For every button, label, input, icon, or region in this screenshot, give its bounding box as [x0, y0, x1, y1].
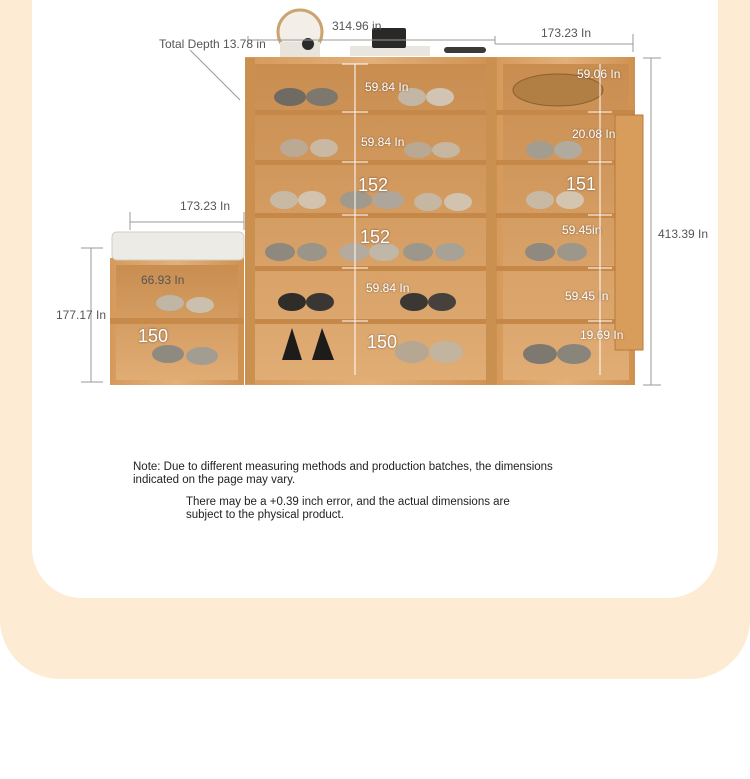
top-width-label: 314.96 in — [332, 19, 382, 33]
note-line-1: Note: Due to different measuring methods and production batches, the dimensions — [133, 461, 553, 473]
shelf-a-label: 59.84 In — [365, 80, 409, 94]
note-line-2: indicated on the page may vary. — [133, 474, 296, 486]
mid-b-label: 152 — [360, 227, 391, 247]
right-bottom-label: 19.69 In — [580, 328, 624, 342]
left-bottom-label: 150 — [367, 332, 398, 352]
bench-bottom-label: 150 — [138, 326, 169, 346]
bench-shelf-label: 66.93 In — [141, 273, 185, 287]
right-mid-label: 151 — [566, 174, 597, 194]
cabinet-top-decor — [278, 10, 486, 57]
right-shelf-b-label: 59.45in — [562, 223, 602, 237]
right-top-width-label: 173.23 In — [541, 26, 592, 40]
total-height-label: 413.39 In — [658, 227, 709, 241]
bench-width-label: 173.23 In — [180, 199, 231, 213]
bench-height-label: 177.17 In — [56, 308, 107, 322]
right-shelf-a-label: 20.08 In — [572, 127, 616, 141]
note-line-4: subject to the physical product. — [186, 509, 344, 521]
right-shelf-c-label: 59.45 In — [565, 289, 609, 303]
mid-a-label: 152 — [358, 175, 389, 195]
main-cabinet — [245, 10, 497, 385]
right-top-shelf-label: 59.06 In — [577, 67, 621, 81]
shelf-b-label: 59.84 In — [361, 135, 405, 149]
shelf-c-label: 59.84 In — [366, 281, 410, 295]
note-line-3: There may be a +0.39 inch error, and the actual dimensions are — [186, 496, 510, 508]
bench-unit — [110, 232, 244, 385]
total-depth-label: Total Depth 13.78 in — [159, 37, 266, 51]
